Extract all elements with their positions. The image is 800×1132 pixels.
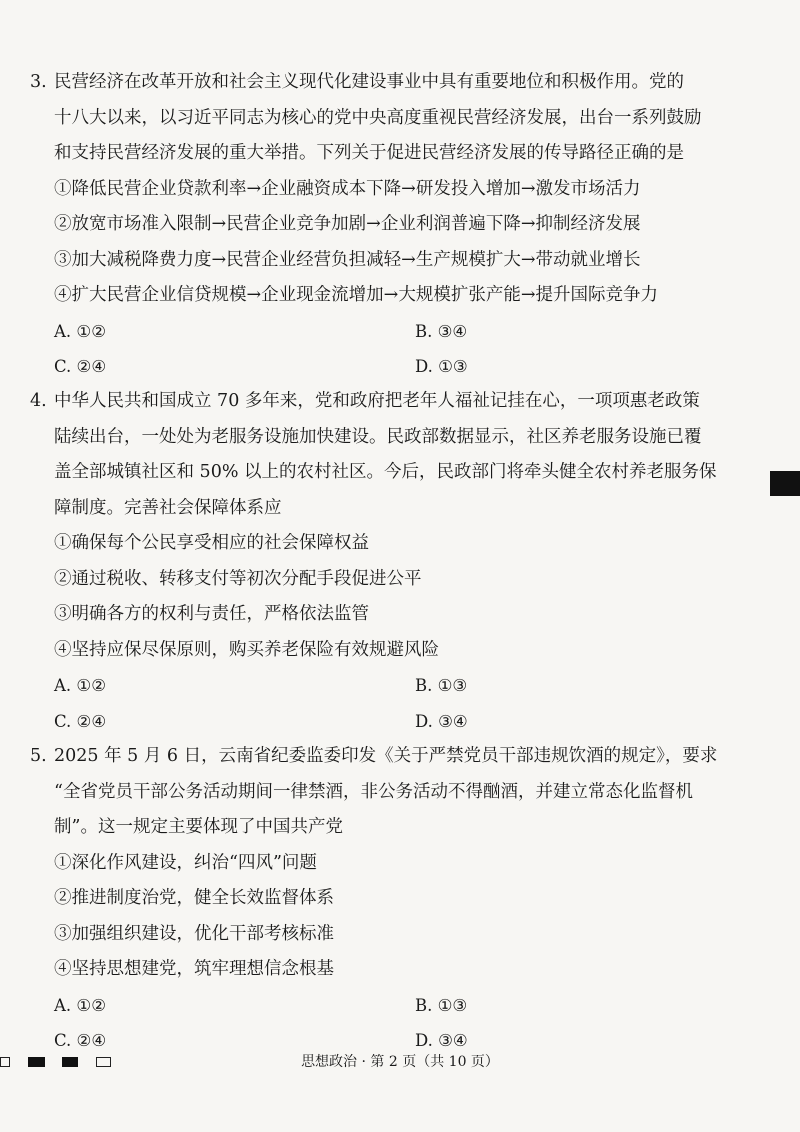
- question-stem-line: 3. 民营经济在改革开放和社会主义现代化建设事业中具有重要地位和积极作用。党的: [30, 65, 730, 101]
- answer-options-row: [30, 314, 730, 350]
- option-b: B. ①③: [415, 676, 468, 695]
- statement-item: ④扩大民营企业信贷规模→企业现金流增加→大规模扩张产能→提升国际竞争力: [54, 285, 658, 305]
- option-c: C. ②④: [54, 1031, 107, 1050]
- question-stem-line: 5. 2025 年 5 月 6 日，云南省纪委监委印发《关于严禁党员干部违规饮酒的规定》，要求: [30, 739, 730, 775]
- answer-options-row: [30, 349, 730, 385]
- answer-options-row: [30, 988, 730, 1024]
- option-a: A. ①②: [54, 995, 106, 1015]
- statement-item: ②推进制度治党，健全长效监督体系: [54, 888, 334, 908]
- statement-item: ②放宽市场准入限制→民营企业竞争加剧→企业利润普遍下降→抑制经济发展: [54, 214, 641, 234]
- question-4: [30, 384, 730, 739]
- statement-item: ④坚持思想建党，筑牢理想信念根基: [54, 959, 334, 979]
- statement-item: ④坚持应保尽保原则，购买养老保险有效规避风险: [54, 639, 439, 660]
- question-5: [30, 739, 730, 1059]
- statement-item: ③加强组织建设，优化干部考核标准: [54, 923, 334, 944]
- question-stem-line: 盖全部城镇社区和 50% 以上的农村社区。今后，民政部门将牵头健全农村养老服务保: [54, 462, 717, 482]
- question-number: 3.: [30, 72, 47, 92]
- option-d: D. ③④: [415, 1031, 468, 1050]
- option-a: A. ①②: [54, 321, 106, 341]
- question-stem-line: 制”。这一规定主要体现了中国共产党: [54, 817, 343, 837]
- page-number-footer: 思想政治 · 第 2 页（共 10 页）: [301, 1054, 499, 1070]
- option-a: A. ①②: [54, 676, 106, 695]
- question-number: 4.: [30, 391, 47, 411]
- question-stem-line: 障制度。完善社会保障体系应: [54, 497, 282, 518]
- question-3: [30, 65, 730, 385]
- option-d: D. ①③: [415, 357, 468, 376]
- statement-item: ②通过税收、转移支付等初次分配手段促进公平: [54, 568, 422, 589]
- question-stem-line: 陆续出台，一处处为老服务设施加快建设。民政部数据显示，社区养老服务设施已覆: [54, 426, 702, 447]
- option-c: C. ②④: [54, 357, 107, 376]
- option-d: D. ③④: [415, 711, 468, 731]
- answer-options-row: [30, 668, 730, 704]
- question-stem-line: 十八大以来，以习近平同志为核心的党中央高度重视民营经济发展，出台一系列鼓励: [54, 107, 702, 128]
- option-b: B. ①③: [415, 995, 468, 1015]
- option-c: C. ②④: [54, 711, 107, 731]
- question-stem-line: 和支持民营经济发展的重大举措。下列关于促进民营经济发展的传导路径正确的是: [54, 143, 684, 163]
- statement-item: ①深化作风建设，纠治“四风”问题: [54, 852, 317, 873]
- statement-item: ①确保每个公民享受相应的社会保障权益: [54, 533, 369, 553]
- option-b: B. ③④: [415, 321, 468, 341]
- statement-item: ③明确各方的权利与责任，严格依法监管: [54, 604, 369, 624]
- answer-options-row: [30, 704, 730, 740]
- question-stem-line: 4. 中华人民共和国成立 70 多年来，党和政府把老年人福祉记挂在心，一项项惠老政策: [30, 384, 730, 420]
- statement-item: ①降低民营企业贷款利率→企业融资成本下降→研发投入增加→激发市场活力: [54, 178, 641, 199]
- registration-mark: [770, 471, 800, 496]
- page-footer: [0, 1050, 800, 1074]
- statement-item: ③加大减税降费力度→民营企业经营负担减轻→生产规模扩大→带动就业增长: [54, 249, 641, 270]
- question-stem-line: “全省党员干部公务活动期间一律禁酒，非公务活动不得酗酒，并建立常态化监督机: [54, 781, 693, 802]
- question-number: 5.: [30, 746, 47, 766]
